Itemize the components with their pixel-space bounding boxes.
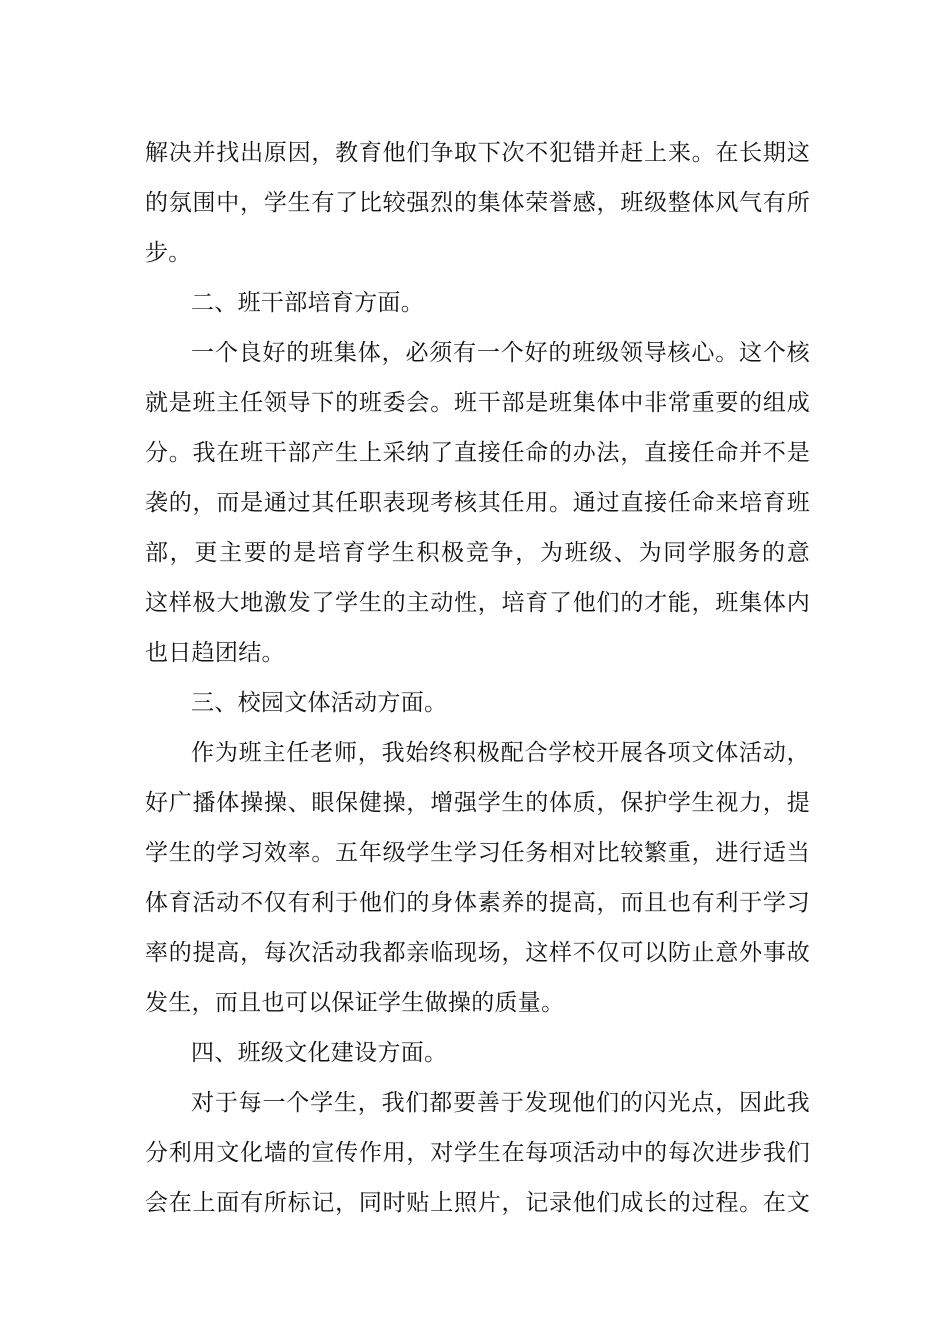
text-line: 步。 xyxy=(145,240,192,266)
text-line: 学生的学习效率。五年级学生学习任务相对比较繁重，进行适当 xyxy=(145,840,810,866)
section-heading: 四、班级文化建设方面。 xyxy=(191,1040,448,1066)
text-line: 解决并找出原因，教育他们争取下次不犯错并赶上来。在长期这 xyxy=(145,140,810,166)
text-line: 体育活动不仅有利于他们的身体素养的提高，而且也有利于学习 xyxy=(145,890,810,916)
text-line: 部，更主要的是培育学生积极竞争，为班级、为同学服务的意 xyxy=(145,540,810,566)
section-heading: 三、校园文体活动方面。 xyxy=(191,690,448,716)
text-line: 袭的，而是通过其任职表现考核其任用。通过直接任命来培育班 xyxy=(145,490,810,516)
text-line: 的氛围中，学生有了比较强烈的集体荣誉感，班级整体风气有所 xyxy=(145,190,810,216)
text-line: 作为班主任老师，我始终积极配合学校开展各项文体活动， xyxy=(191,740,810,766)
text-line: 对于每一个学生，我们都要善于发现他们的闪光点，因此我 xyxy=(191,1090,810,1116)
text-line: 分。我在班干部产生上采纳了直接任命的办法，直接任命并不是 xyxy=(145,440,810,466)
text-line: 一个良好的班集体，必须有一个好的班级领导核心。这个核 xyxy=(191,340,810,366)
text-line: 分利用文化墙的宣传作用，对学生在每项活动中的每次进步我们 xyxy=(145,1140,810,1166)
section-heading: 二、班干部培育方面。 xyxy=(191,290,424,316)
text-line: 率的提高，每次活动我都亲临现场，这样不仅可以防止意外事故 xyxy=(145,940,810,966)
document-body xyxy=(145,128,810,1228)
text-line: 发生，而且也可以保证学生做操的质量。 xyxy=(145,990,565,1016)
text-line: 也日趋团结。 xyxy=(145,640,285,666)
text-line: 会在上面有所标记，同时贴上照片，记录他们成长的过程。在文 xyxy=(145,1190,810,1216)
text-line: 这样极大地激发了学生的主动性，培育了他们的才能，班集体内 xyxy=(145,590,810,616)
text-line: 就是班主任领导下的班委会。班干部是班集体中非常重要的组成 xyxy=(145,390,810,416)
text-line: 好广播体操操、眼保健操，增强学生的体质，保护学生视力，提 xyxy=(145,790,810,816)
